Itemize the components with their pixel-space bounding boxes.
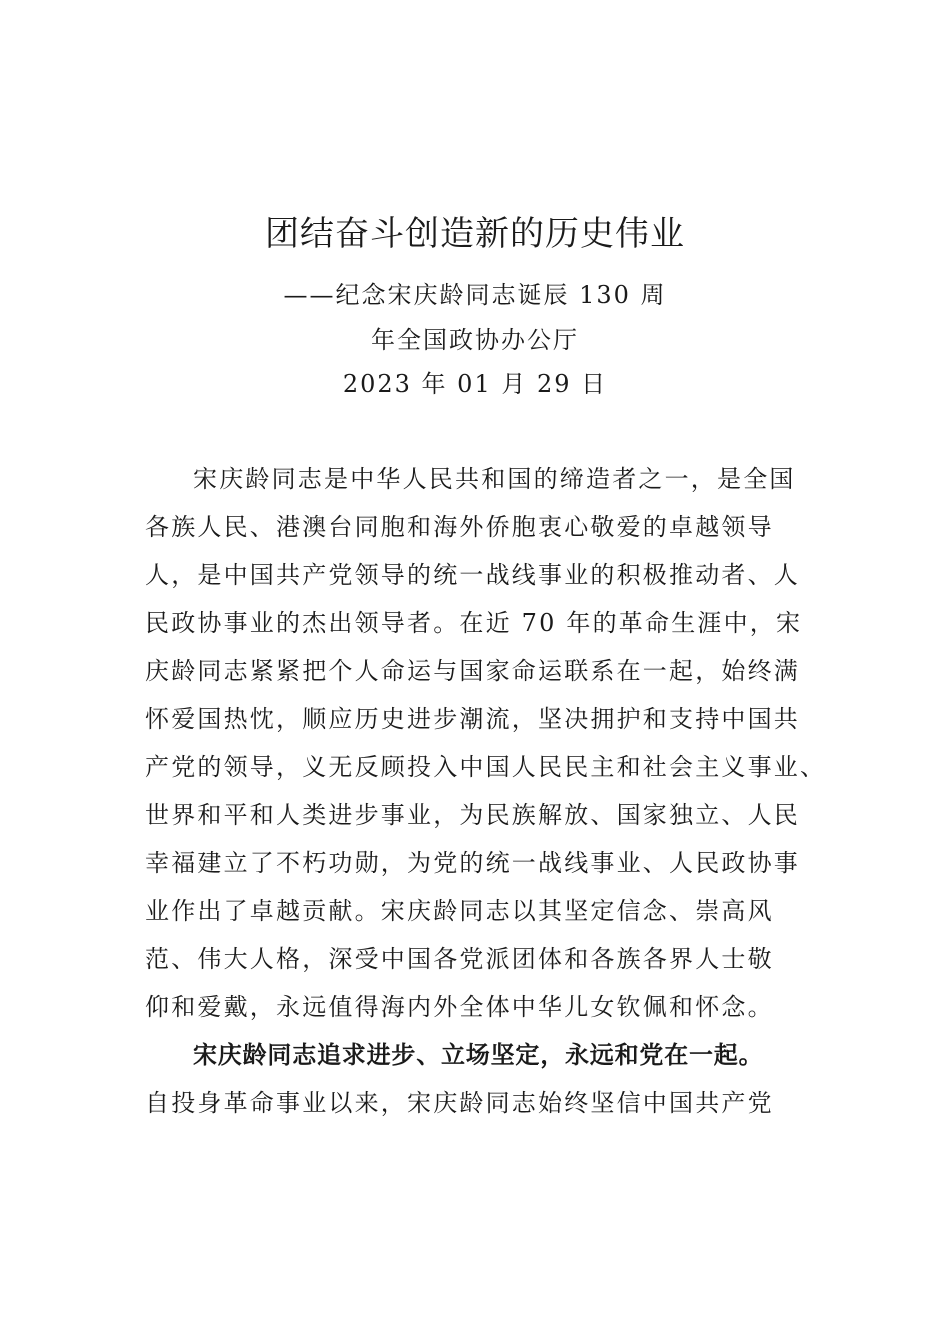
paragraph-line: 宋庆龄同志是中华人民共和国的缔造者之一，是全国: [193, 465, 796, 493]
paragraph-line: 范、伟大人格，深受中国各党派团体和各族各界人士敬: [145, 945, 774, 973]
paragraph-line: 人，是中国共产党领导的统一战线事业的积极推动者、人: [145, 561, 800, 589]
article-body: [145, 455, 827, 1127]
paragraph-line: 世界和平和人类进步事业，为民族解放、国家独立、人民: [145, 801, 800, 829]
article-subtitle: ——纪念宋庆龄同志诞辰 130 周: [283, 281, 667, 309]
paragraph-line: 自投身革命事业以来，宋庆龄同志始终坚信中国共产党: [145, 1089, 774, 1117]
paragraph-line: 各族人民、港澳台同胞和海外侨胞衷心敬爱的卓越领导: [145, 513, 774, 541]
article-title: 团结奋斗创造新的历史伟业: [265, 214, 685, 254]
paragraph-1: [145, 455, 827, 1031]
paragraph-line: 幸福建立了不朽功勋，为党的统一战线事业、人民政协事: [145, 849, 800, 877]
paragraph-line: 怀爱国热忱，顺应历史进步潮流，坚决拥护和支持中国共: [145, 705, 800, 733]
paragraph-heading: 宋庆龄同志追求进步、立场坚定，永远和党在一起。: [193, 1041, 764, 1069]
paragraph-line: 业作出了卓越贡献。宋庆龄同志以其坚定信念、崇高风: [145, 897, 774, 925]
paragraph-line: 仰和爱戴，永远值得海内外全体中华儿女钦佩和怀念。: [145, 993, 774, 1021]
article-organization: 年全国政协办公厅: [371, 326, 579, 354]
paragraph-2: [145, 1031, 800, 1127]
paragraph-line: 民政协事业的杰出领导者。在近 70 年的革命生涯中，宋: [145, 609, 803, 637]
paragraph-line: 庆龄同志紧紧把个人命运与国家命运联系在一起，始终满: [145, 657, 800, 685]
paragraph-line: 产党的领导，义无反顾投入中国人民民主和社会主义事业、: [145, 753, 827, 781]
article-date: 2023 年 01 月 29 日: [342, 370, 608, 398]
